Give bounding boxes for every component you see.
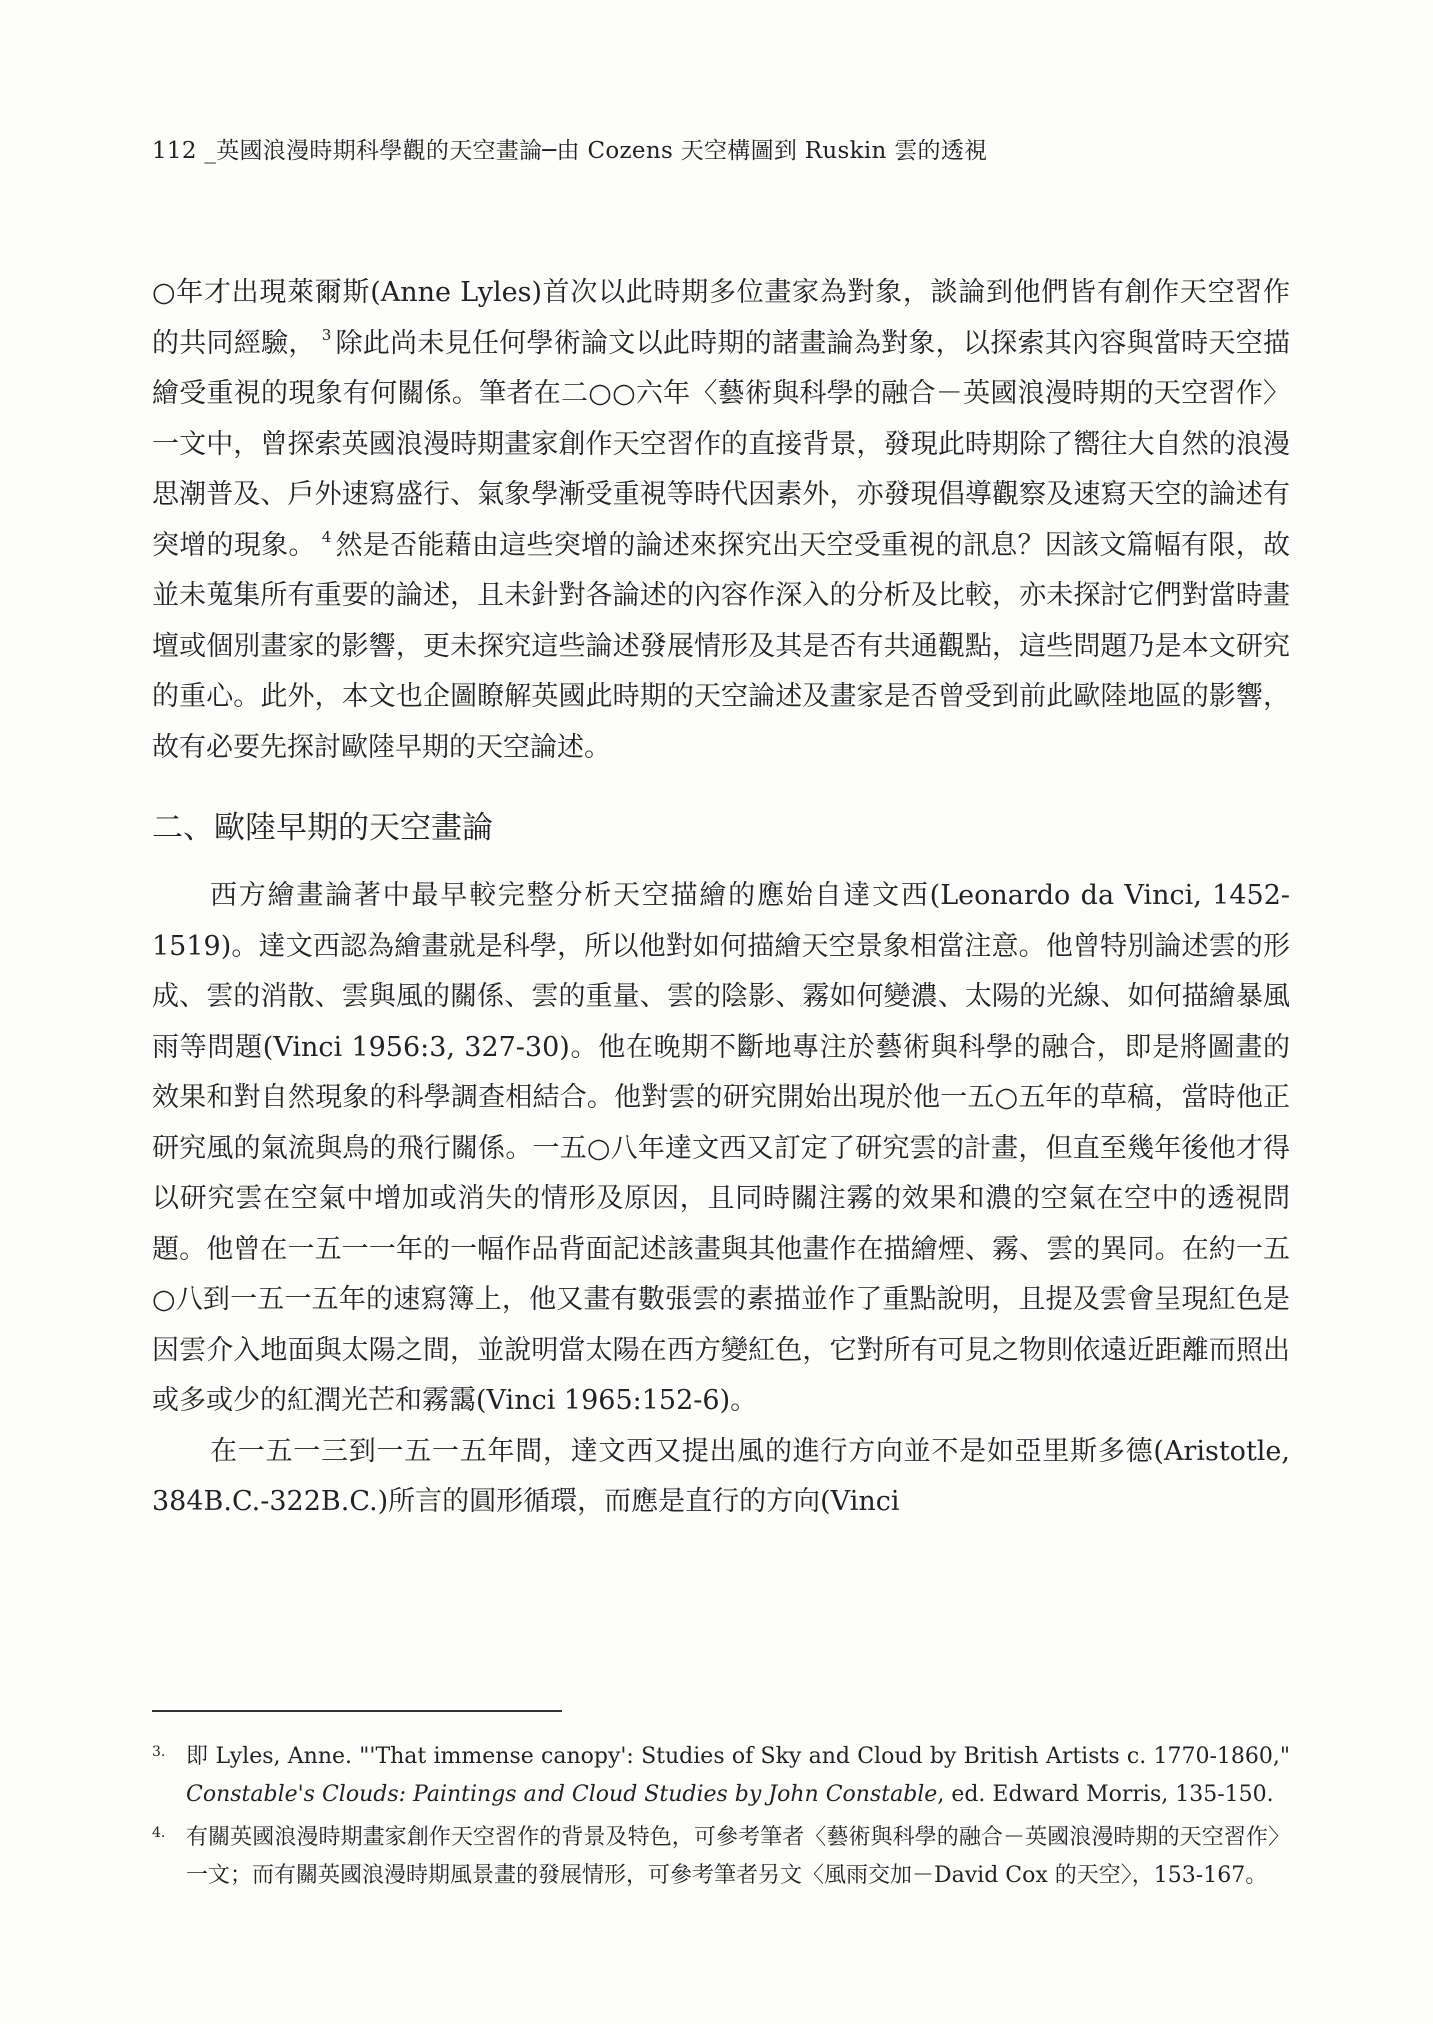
footnote-3-citation: 即 Lyles, Anne. "'That immense canopy': Studies of Sky and Cloud by British Artists c. 1770-1860," [186,1744,1290,1769]
section-heading: 二、歐陸早期的天空畫論 [152,810,493,846]
paragraph-1-part-a: ○年才出現萊爾斯(Anne Lyles)首次以此時期多位畫家為對象，談論到他們皆有創作天空習作的共同經驗， [152,277,1290,359]
paragraph-3: 在一五一三到一五一五年間，達文西又提出風的進行方向並不是如亞里斯多德(Aristotle, 384B.C.-322B.C.)所言的圓形循環，而應是直行的方向(Vinci [152,1435,1290,1517]
footnote-ref-3[interactable]: 3 [321,325,332,344]
footnote-ref-4[interactable]: 4 [321,527,332,546]
main-text [152,268,1290,1528]
footnote-3-editor: , ed. Edward Morris, 135-150. [937,1782,1274,1807]
paragraph-2: 西方繪畫論著中最早較完整分析天空描繪的應始自達文西(Leonardo da Vinci, 1452-1519)。達文西認為繪畫就是科學，所以他對如何描繪天空景象相當注意。他曾特別論述雲的形成、雲的消散、雲與風的關係、雲的重量、雲的陰影、霧如何變濃、太陽的光線、如何描繪暴風雨等問題(Vinci 1956:3, 327-30)。他在晚期不斷地專注於藝術與科學的融合，即是將圖畫的效果和對自然現象的科學調查相結合。他對雲的研究開始出現於他一五○五年的草稿，當時他正研究風的氣流與鳥的飛行關係。一五○八年達文西又訂定了研究雲的計畫，但直至幾年後他才得以研究雲在空氣中增加或消失的情形及原因，且同時關注霧的效果和濃的空氣在空中的透視問題。他曾在一五一一年的一幅作品背面記述該畫與其他畫作在描繪煙、霧、雲的異同。在約一五○八到一五一五年的速寫簿上，他又畫有數張雲的素描並作了重點說明，且提及雲會呈現紅色是因雲介入地面與太陽之間，並說明當太陽在西方變紅色，它對所有可見之物則依遠近距離而照出或多或少的紅潤光芒和霧靄(Vinci 1965:152-6)。 [152,880,1290,1416]
footnote-3-book-title: Constable's Clouds: Paintings and Cloud Studies by John Constable [186,1782,938,1807]
footnote-number: 3. [152,1744,166,1760]
footnote-text [186,1738,1290,1814]
footnote-divider [152,1710,562,1712]
footnote-3 [152,1738,1290,1814]
footnote-number: 4. [152,1825,166,1841]
paragraph-1 [152,268,1290,773]
running-header: 112 _英國浪漫時期科學觀的天空畫論─由 Cozens 天空構圖到 Ruskin 雲的透視 [152,138,988,164]
paragraph-1-part-c: 然是否能藉由這些突增的論述來探究出天空受重視的訊息？因該文篇幅有限，故並未蒐集所有重要的論述，且未針對各論述的內容作深入的分析及比較，亦未探討它們對當時畫壇或個別畫家的影響，更未探究這些論述發展情形及其是否有共通觀點，這些問題乃是本文研究的重心。此外，本文也企圖瞭解英國此時期的天空論述及畫家是否曾受到前此歐陸地區的影響，故有必要先探討歐陸早期的天空論述。 [152,529,1291,763]
footnotes [152,1738,1290,1900]
footnote-text: 有關英國浪漫時期畫家創作天空習作的背景及特色，可參考筆者〈藝術與科學的融合－英國浪漫時期的天空習作〉一文；而有關英國浪漫時期風景畫的發展情形，可參考筆者另文〈風雨交加－David Cox 的天空〉，153-167。 [186,1825,1290,1888]
paragraph-1-part-b: 除此尚未見任何學術論文以此時期的諸畫論為對象，以探索其內容與當時天空描繪受重視的現象有何關係。筆者在二○○六年〈藝術與科學的融合－英國浪漫時期的天空習作〉一文中，曾探索英國浪漫時期畫家創作天空習作的直接背景，發現此時期除了嚮往大自然的浪漫思潮普及、戶外速寫盛行、氣象學漸受重視等時代因素外，亦發現倡導觀察及速寫天空的論述有突增的現象。 [152,327,1291,561]
footnote-4 [152,1819,1290,1895]
